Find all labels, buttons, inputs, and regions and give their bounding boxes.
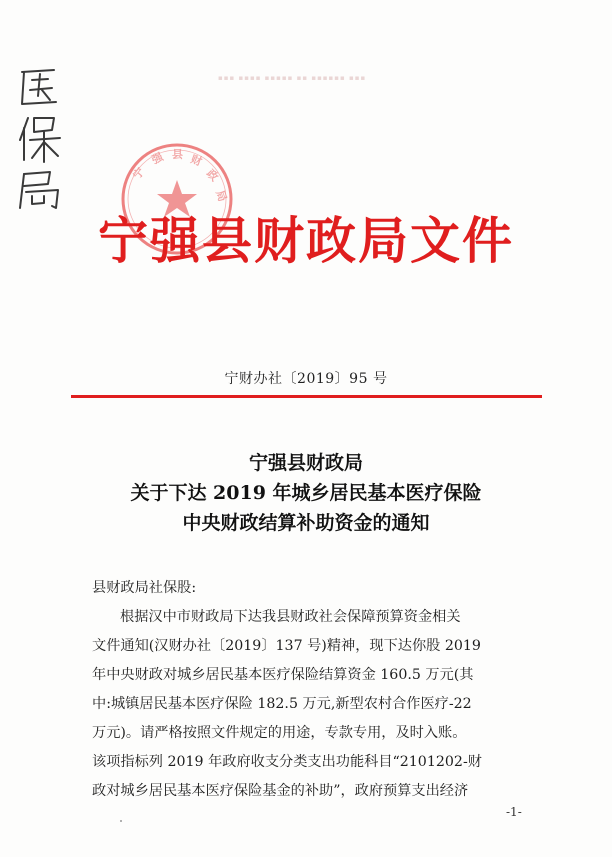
body-line: 万元)。请严格按照文件规定的用途，专款专用，及时入账。 <box>92 725 467 741</box>
document-number: 宁财办社〔2019〕95 号 <box>224 371 388 387</box>
notice-title <box>0 448 612 538</box>
red-separator-line <box>71 395 542 398</box>
page-number: -1- <box>506 805 522 819</box>
body-line: 该项指标列 2019 年政府收支分类支出功能科目“2101202-财 <box>92 754 482 770</box>
svg-text:宁: 宁 <box>130 165 148 182</box>
recipient-line: 县财政局社保股: <box>92 580 197 596</box>
title-line-1: 宁强县财政局 <box>248 452 363 474</box>
svg-text:财: 财 <box>188 152 204 169</box>
body-line: 根据汉中市财政局下达我县财政社会保障预算资金相关 <box>120 609 461 625</box>
svg-text:政: 政 <box>203 166 221 184</box>
body-line: 政对城乡居民基本医疗保险基金的补助”，政府预算支出经济 <box>92 783 469 799</box>
body-line: 年中央财政对城乡居民基本医疗保险结算资金 160.5 万元(其 <box>92 667 474 683</box>
handwritten-note <box>14 62 72 212</box>
notice-body <box>92 574 538 806</box>
body-line: 文件通知(汉财办社〔2019〕137 号)精神，现下达你股 2019 <box>92 638 481 654</box>
scan-speck <box>120 820 122 822</box>
svg-text:局: 局 <box>213 188 230 204</box>
title-line-3: 中央财政结算补助资金的通知 <box>182 512 430 534</box>
bleed-through-text: ▪▪▪ ▪▪▪▪ ▪▪▪▪▪ ▪▪ ▪▪▪▪▪▪ ▪▪▪ <box>218 74 367 80</box>
title-line-2: 关于下达 2019 年城乡居民基本医疗保险 <box>130 482 482 504</box>
svg-text:强: 强 <box>149 150 166 167</box>
svg-text:县: 县 <box>172 148 183 161</box>
document-masthead: 宁强县财政局文件 <box>98 212 514 270</box>
body-line: 中:城镇居民基本医疗保险 182.5 万元,新型农村合作医疗-22 <box>92 696 472 712</box>
